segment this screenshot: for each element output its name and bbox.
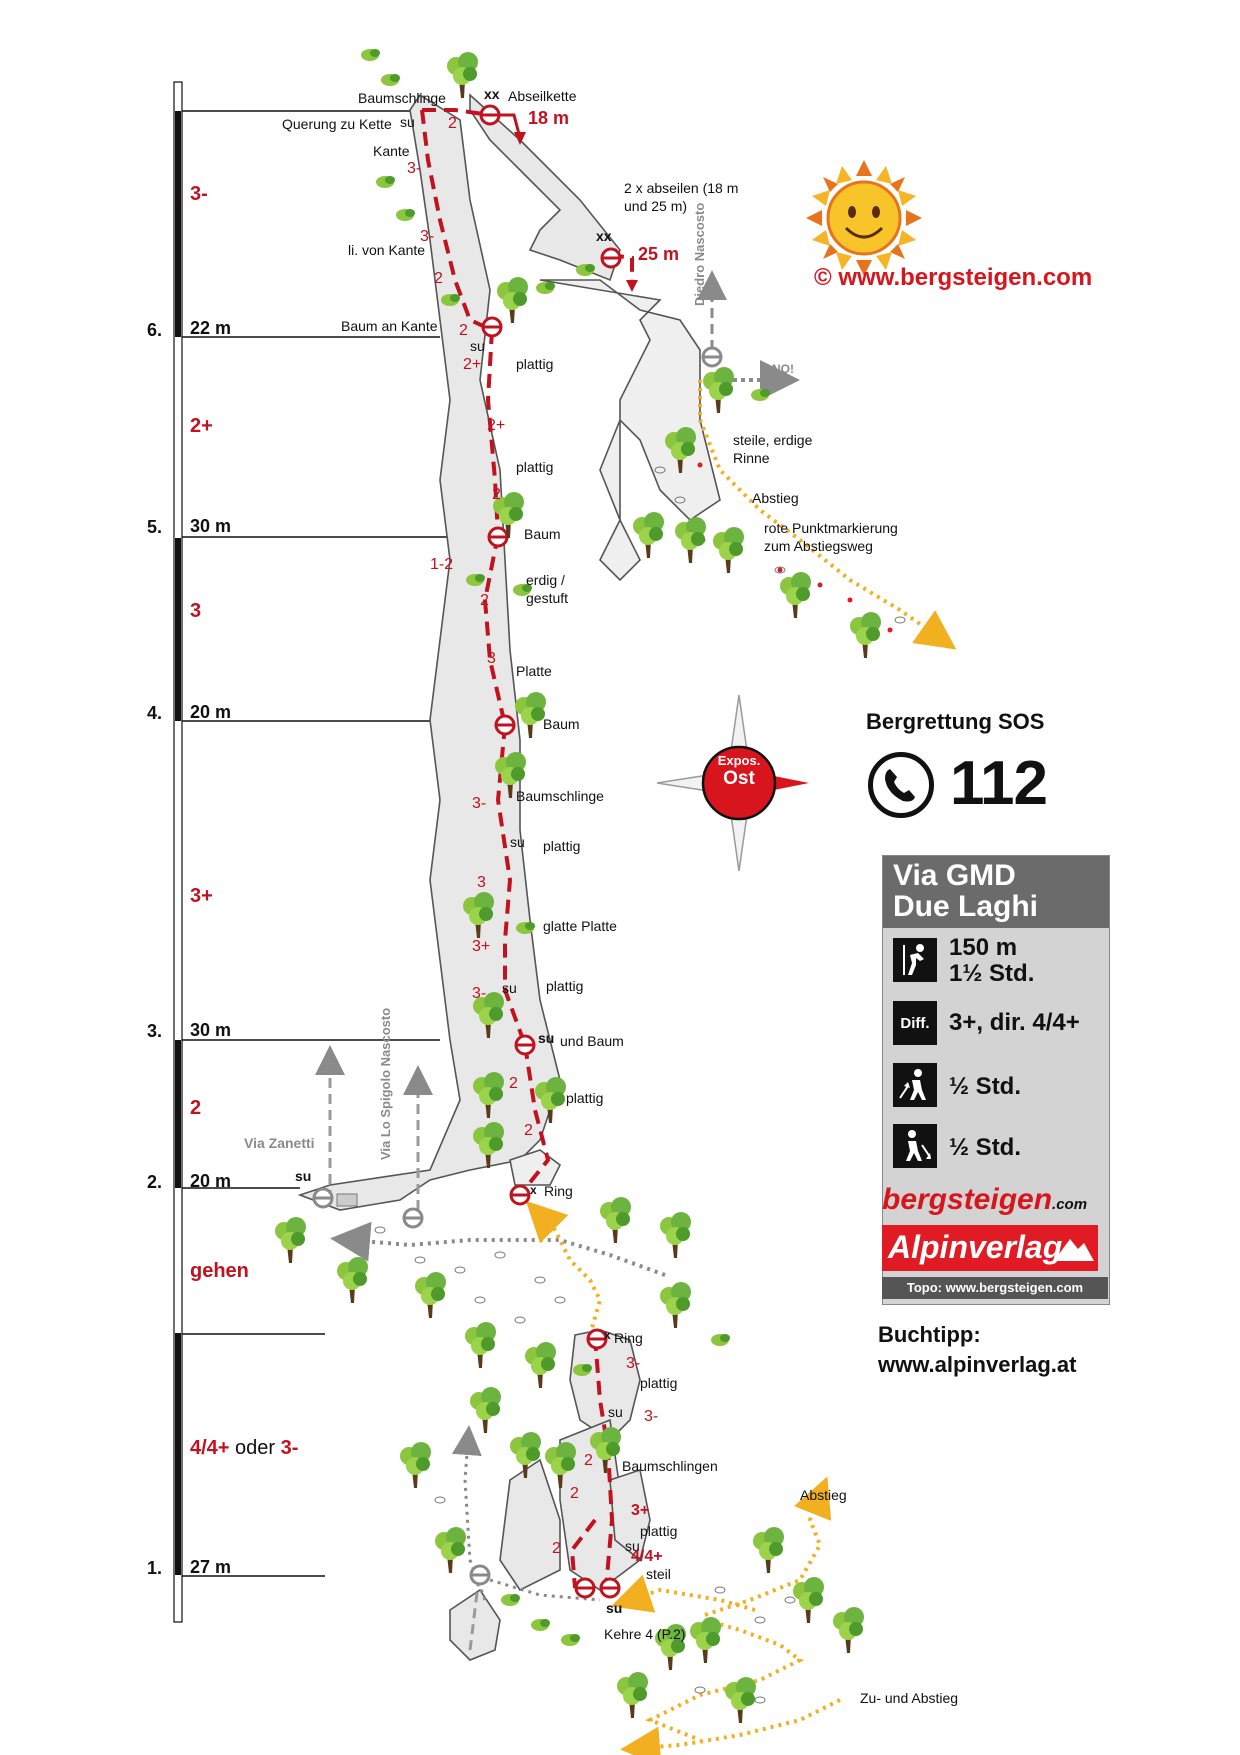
label: su [608, 1404, 623, 1420]
hiker-up-icon [893, 1063, 937, 1107]
route-grade: 3- [407, 160, 422, 177]
route-grade: 2+ [463, 356, 482, 373]
pitch-length: 20 m [190, 1171, 232, 1191]
route-grade: 2 [434, 270, 443, 287]
label: Baum [543, 716, 580, 732]
label: rote Punktmarkierung [764, 520, 898, 536]
label: Ring [544, 1183, 573, 1199]
diedro-label: Diedro Nascosto [692, 202, 707, 306]
label: Abseilkette [508, 88, 577, 104]
route-grade: 3 [477, 874, 486, 891]
label: su [510, 834, 525, 850]
label: erdig / [526, 572, 565, 588]
via-zanetti-label: Via Zanetti [244, 1135, 315, 1151]
pitch-number: 2. [147, 1172, 163, 1192]
label: Baumschlinge [516, 788, 604, 804]
route-grade: 2 [552, 1540, 561, 1557]
hiker-down-icon [893, 1124, 937, 1168]
label: Kante [373, 143, 410, 159]
label: plattig [516, 459, 554, 475]
climber-icon [893, 938, 937, 982]
label: und 25 m) [624, 198, 688, 214]
route-grade: 4/4+ [631, 1548, 663, 1565]
route-grade: 3- [472, 795, 487, 812]
card-footer: Topo: www.bergsteigen.com [882, 1277, 1108, 1299]
sos-number: 112 [950, 749, 1048, 818]
descent-time: ½ Std. [949, 1134, 1022, 1161]
label: Zu- und Abstieg [860, 1690, 959, 1706]
label: und Baum [560, 1033, 624, 1049]
label: plattig [516, 356, 554, 372]
route-grade: 2 [480, 592, 489, 609]
label: Platte [516, 663, 552, 679]
route-grade: 2 [509, 1075, 518, 1092]
route-grade: 2 [524, 1122, 533, 1139]
pitch-number: 3. [147, 1021, 163, 1041]
route-grade: 2 [459, 322, 468, 339]
book-tip: Buchtipp: www.alpinverlag.at [878, 1322, 1077, 1377]
exposure-label: Expos. Ost [717, 753, 761, 789]
pitch-number: 1. [147, 1558, 163, 1578]
difficulty-row [893, 999, 1103, 1047]
label: plattig [566, 1090, 604, 1106]
route-length: 150 m [949, 934, 1018, 961]
label: Abstieg [800, 1487, 847, 1503]
abseil-length: 18 m [528, 108, 570, 128]
route-grade: 2 [584, 1452, 593, 1469]
label: Kehre 4 (P.2) [604, 1626, 686, 1642]
route-grade: 3 [487, 650, 496, 667]
label: Ring [614, 1330, 643, 1346]
abseil-length: 25 m [638, 244, 680, 264]
label: x [530, 1183, 537, 1197]
route-grade: 3- [420, 228, 435, 245]
pitch-grade: 2+ [190, 415, 213, 437]
label: gestuft [526, 590, 569, 606]
pitch1-grade: 4/4+ oder 3- [190, 1437, 299, 1459]
label: Baumschlingen [622, 1458, 718, 1474]
card-title: Via GMD Due Laghi [883, 856, 1109, 928]
sun-icon [806, 160, 922, 276]
label: li. von Kante [348, 242, 426, 258]
label: su [470, 338, 485, 354]
route-duration: 1½ Std. [949, 960, 1035, 987]
label: su [538, 1030, 555, 1046]
descent-path [700, 380, 940, 638]
label: xx [596, 228, 612, 244]
pitch-grade: gehen [190, 1260, 249, 1282]
label: steil [646, 1566, 671, 1582]
pitch-number: 6. [147, 320, 163, 340]
pitch-grade: 3- [190, 183, 208, 205]
via-lo-spigolo-label: Via Lo Spigolo Nascosto [378, 1007, 393, 1160]
route-grade: 2 [492, 486, 501, 503]
label: su [295, 1168, 312, 1184]
label: Rinne [733, 450, 770, 466]
bergsteigen-logo: bergsteigen.com [882, 1183, 1088, 1216]
pitch-length: 30 m [190, 516, 232, 536]
route-grade: 1-2 [430, 556, 454, 573]
sos-title: Bergrettung SOS [866, 709, 1045, 734]
alpinverlag-logo: Alpinverlag [882, 1225, 1098, 1271]
approach-time: ½ Std. [949, 1073, 1022, 1100]
label: plattig [640, 1375, 678, 1391]
length-row [893, 934, 1103, 987]
label: NO! [772, 362, 794, 376]
label: Querung zu Kette [282, 116, 392, 132]
label: 2 x abseilen (18 m [624, 180, 739, 196]
descent-row [893, 1122, 1103, 1170]
pitch-length: 30 m [190, 1020, 232, 1040]
route-grade: 2+ [487, 417, 506, 434]
scale-bar [174, 82, 450, 1622]
route-grade: 2 [448, 115, 457, 132]
label: steile, erdige [733, 432, 813, 448]
label: su [400, 114, 415, 130]
label: plattig [543, 838, 581, 854]
phone-icon [868, 752, 934, 818]
route-grade: 2 [570, 1485, 579, 1502]
route-grade: 3- [644, 1408, 659, 1425]
pitch-grade: 3 [190, 600, 202, 622]
pitch-number: 5. [147, 517, 163, 537]
label: Abstieg [752, 490, 799, 506]
route-difficulty: 3+, dir. 4/4+ [949, 1009, 1080, 1036]
label: plattig [546, 978, 584, 994]
label: Baum an Kante [341, 318, 438, 334]
route-grade: 3- [626, 1355, 641, 1372]
route-grade: 3+ [472, 938, 491, 955]
copyright: © www.bergsteigen.com [814, 264, 1093, 291]
label: su [502, 980, 517, 996]
approach-row [893, 1061, 1103, 1109]
pitch-grade: 2 [190, 1097, 202, 1119]
label: Baumschlinge [358, 90, 446, 106]
label: xx [484, 86, 500, 102]
route-grade: 3+ [631, 1502, 650, 1519]
pitch-grade: 3+ [190, 885, 213, 907]
label: su [606, 1600, 623, 1616]
route-grade: 3- [472, 985, 487, 1002]
label: su [625, 1538, 640, 1554]
label: plattig [640, 1523, 678, 1539]
label: zum Abstiegsweg [764, 538, 873, 554]
label: glatte Platte [543, 918, 617, 934]
pitch-length: 20 m [190, 702, 232, 722]
label: Baum [524, 526, 561, 542]
pitch-length: 27 m [190, 1557, 232, 1577]
pitch-length: 22 m [190, 318, 232, 338]
difficulty-icon: Diff. [893, 1001, 937, 1045]
pitch-number: 4. [147, 703, 163, 723]
label: x [604, 1328, 611, 1342]
